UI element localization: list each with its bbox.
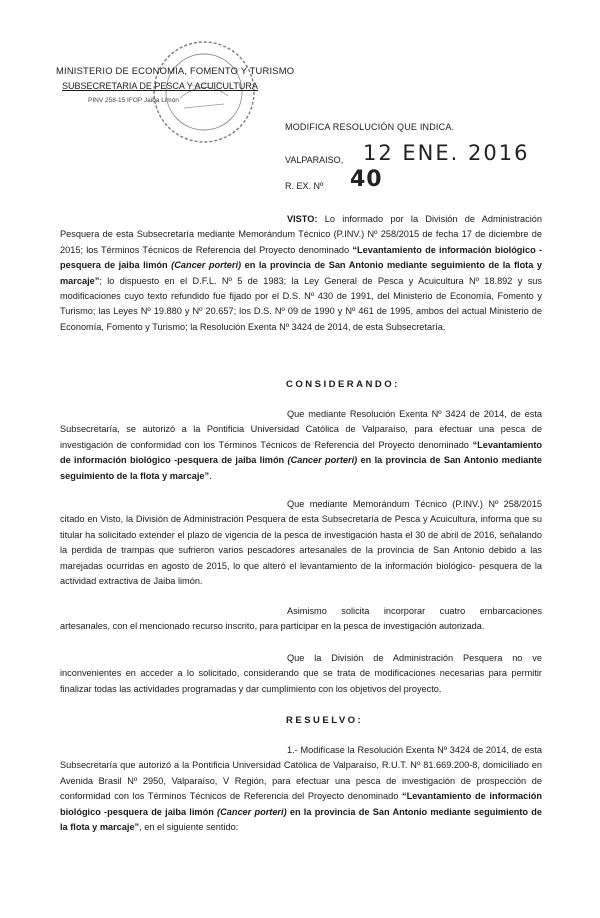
visto-species: (Cancer porteri) — [171, 260, 242, 271]
r1-species: (Cancer porteri) — [217, 806, 287, 817]
visto-text-2: ; lo dispuesto en el D.F.L. Nº 5 de 1983; la Ley General de Pesca y Acuicultura Nº 18.892 y sus modificaciones cuyo texto refundido fue fijado por el D.S. Nº 430 de 1991, del Ministerio de Economía, Fomento y Turismo; las Leyes Nº 19.880 y Nº 20.657; los D.S. Nº 09 de 1990 y Nº 461 de 1995, ambos del actual Ministerio de Economía, Fomento y Turismo; la Resolución Exenta Nº 3424 de 2014, de esta Subsecretaría. — [60, 275, 542, 332]
r1-project-a: “Levantamiento de información biológico -pesquera de jaiba limón — [60, 791, 542, 817]
visto-paragraph — [60, 212, 542, 335]
c1-text: Que mediante Resolución Exenta Nº 3424 de 2014, de esta Subsecretaría, se autorizó a la Pontificia Universidad Católica de Valparaíso, para efectuar una pesca de investigación de conformidad con los Términos Técnicos de Referencia del Proyecto denominado — [60, 409, 542, 450]
considerando-paragraph-4: Que la División de Administración Pesquera no ve inconvenientes en acceder a lo solicitado, considerando que se trata de modificaciones necesarias para permitir finalizar todas las actividades programadas y dar cumplimiento con los objetivos del proyecto. — [60, 653, 542, 694]
rex-number: 40 — [350, 167, 383, 192]
date-stamp: 12 ENE. 2016 — [363, 141, 530, 165]
visto-label: VISTO: — [287, 214, 318, 224]
ministry-name: MINISTERIO DE ECONOMIA, FOMENTO Y TURISMO — [56, 65, 295, 76]
c1-end: . — [209, 470, 212, 481]
considerando-paragraph-2: Que mediante Memorándum Técnico (P.INV.) Nº 258/2015 citado en Visto, la División de Administración Pesquera de esta Subsecretaría de Pesca y Acuicultura, informa que su titular ha solicitado extender el plazo de vigencia de la pesca de investigación hasta el 30 de abril de 2016, señalando la perdida de trampas que sufrieron varios pescadores artesanales de la provincia de San Antonio debido a las marejadas ocurridas en agosto de 2015, lo que alteró el levantamiento de la información biológico- pesquera de la actividad extractiva de Jaiba limón. — [60, 499, 542, 587]
reference-code: PINV 258-15 IFOP Jaiba Limón — [88, 97, 179, 104]
rex-label: R. EX. Nº — [285, 181, 324, 191]
visto-text-1: Lo informado por la División de Administración Pesquera de esta Subsecretaría mediante Memorándum Técnico (P.INV.) Nº 258/2015 de fecha 17 de diciembre de 2015; los Términos Técnicos de Referencia del Proyecto denominado — [60, 214, 542, 255]
r1-project-b: en la provincia de San Antonio mediante seguimiento de la flota y marcaje” — [60, 806, 542, 833]
resuelvo-paragraph-1 — [60, 743, 542, 835]
c1-project-b: en la provincia de San Antonio mediante seguimiento de la flota y marcaje” — [60, 455, 543, 481]
visto-project-b: en la provincia de San Antonio mediante seguimiento de la flota y marcaje” — [60, 260, 542, 286]
subsecretaria-name: SUBSECRETARIA DE PESCA Y ACUICULTURA — [62, 81, 258, 91]
c1-species: (Cancer porteri) — [287, 455, 358, 466]
considerando-heading: CONSIDERANDO: — [286, 379, 400, 390]
resuelvo-heading: RESUELVO: — [286, 715, 364, 726]
document-subject: MODIFICA RESOLUCIÓN QUE INDICA. — [285, 122, 455, 132]
considerando-paragraph-1 — [60, 407, 542, 484]
c1-project-a: “Levantamiento de información biológico -pesquera de jaiba limón — [60, 439, 542, 466]
r1-text: 1.- Modifícase la Resolución Exenta Nº 3424 de 2014, de esta Subsecretaría que autorizó a la Pontificia Universidad Católica de Valparaíso, R.U.T. Nº 81.669.200-8, domiciliado en Avenida Brasil Nº 2950, Valparaíso, V Región, para efectuar una pesca de investigación de prospección de conformidad con los Términos Técnicos de Referencia del Proyecto denominado — [60, 745, 542, 802]
place-label: VALPARAISO, — [285, 155, 344, 165]
r1-end: , en el siguiente sentido: — [139, 822, 239, 833]
visto-project-a: “Levantamiento de información biológico -pesquera de jaiba limón — [60, 244, 543, 271]
considerando-paragraph-3: Asimismo solicita incorporar cuatro embarcaciones artesanales, con el mencionado recurso inscrito, para participar en la pesca de investigación autorizada. — [60, 606, 542, 632]
official-seal-stamp — [150, 38, 258, 146]
